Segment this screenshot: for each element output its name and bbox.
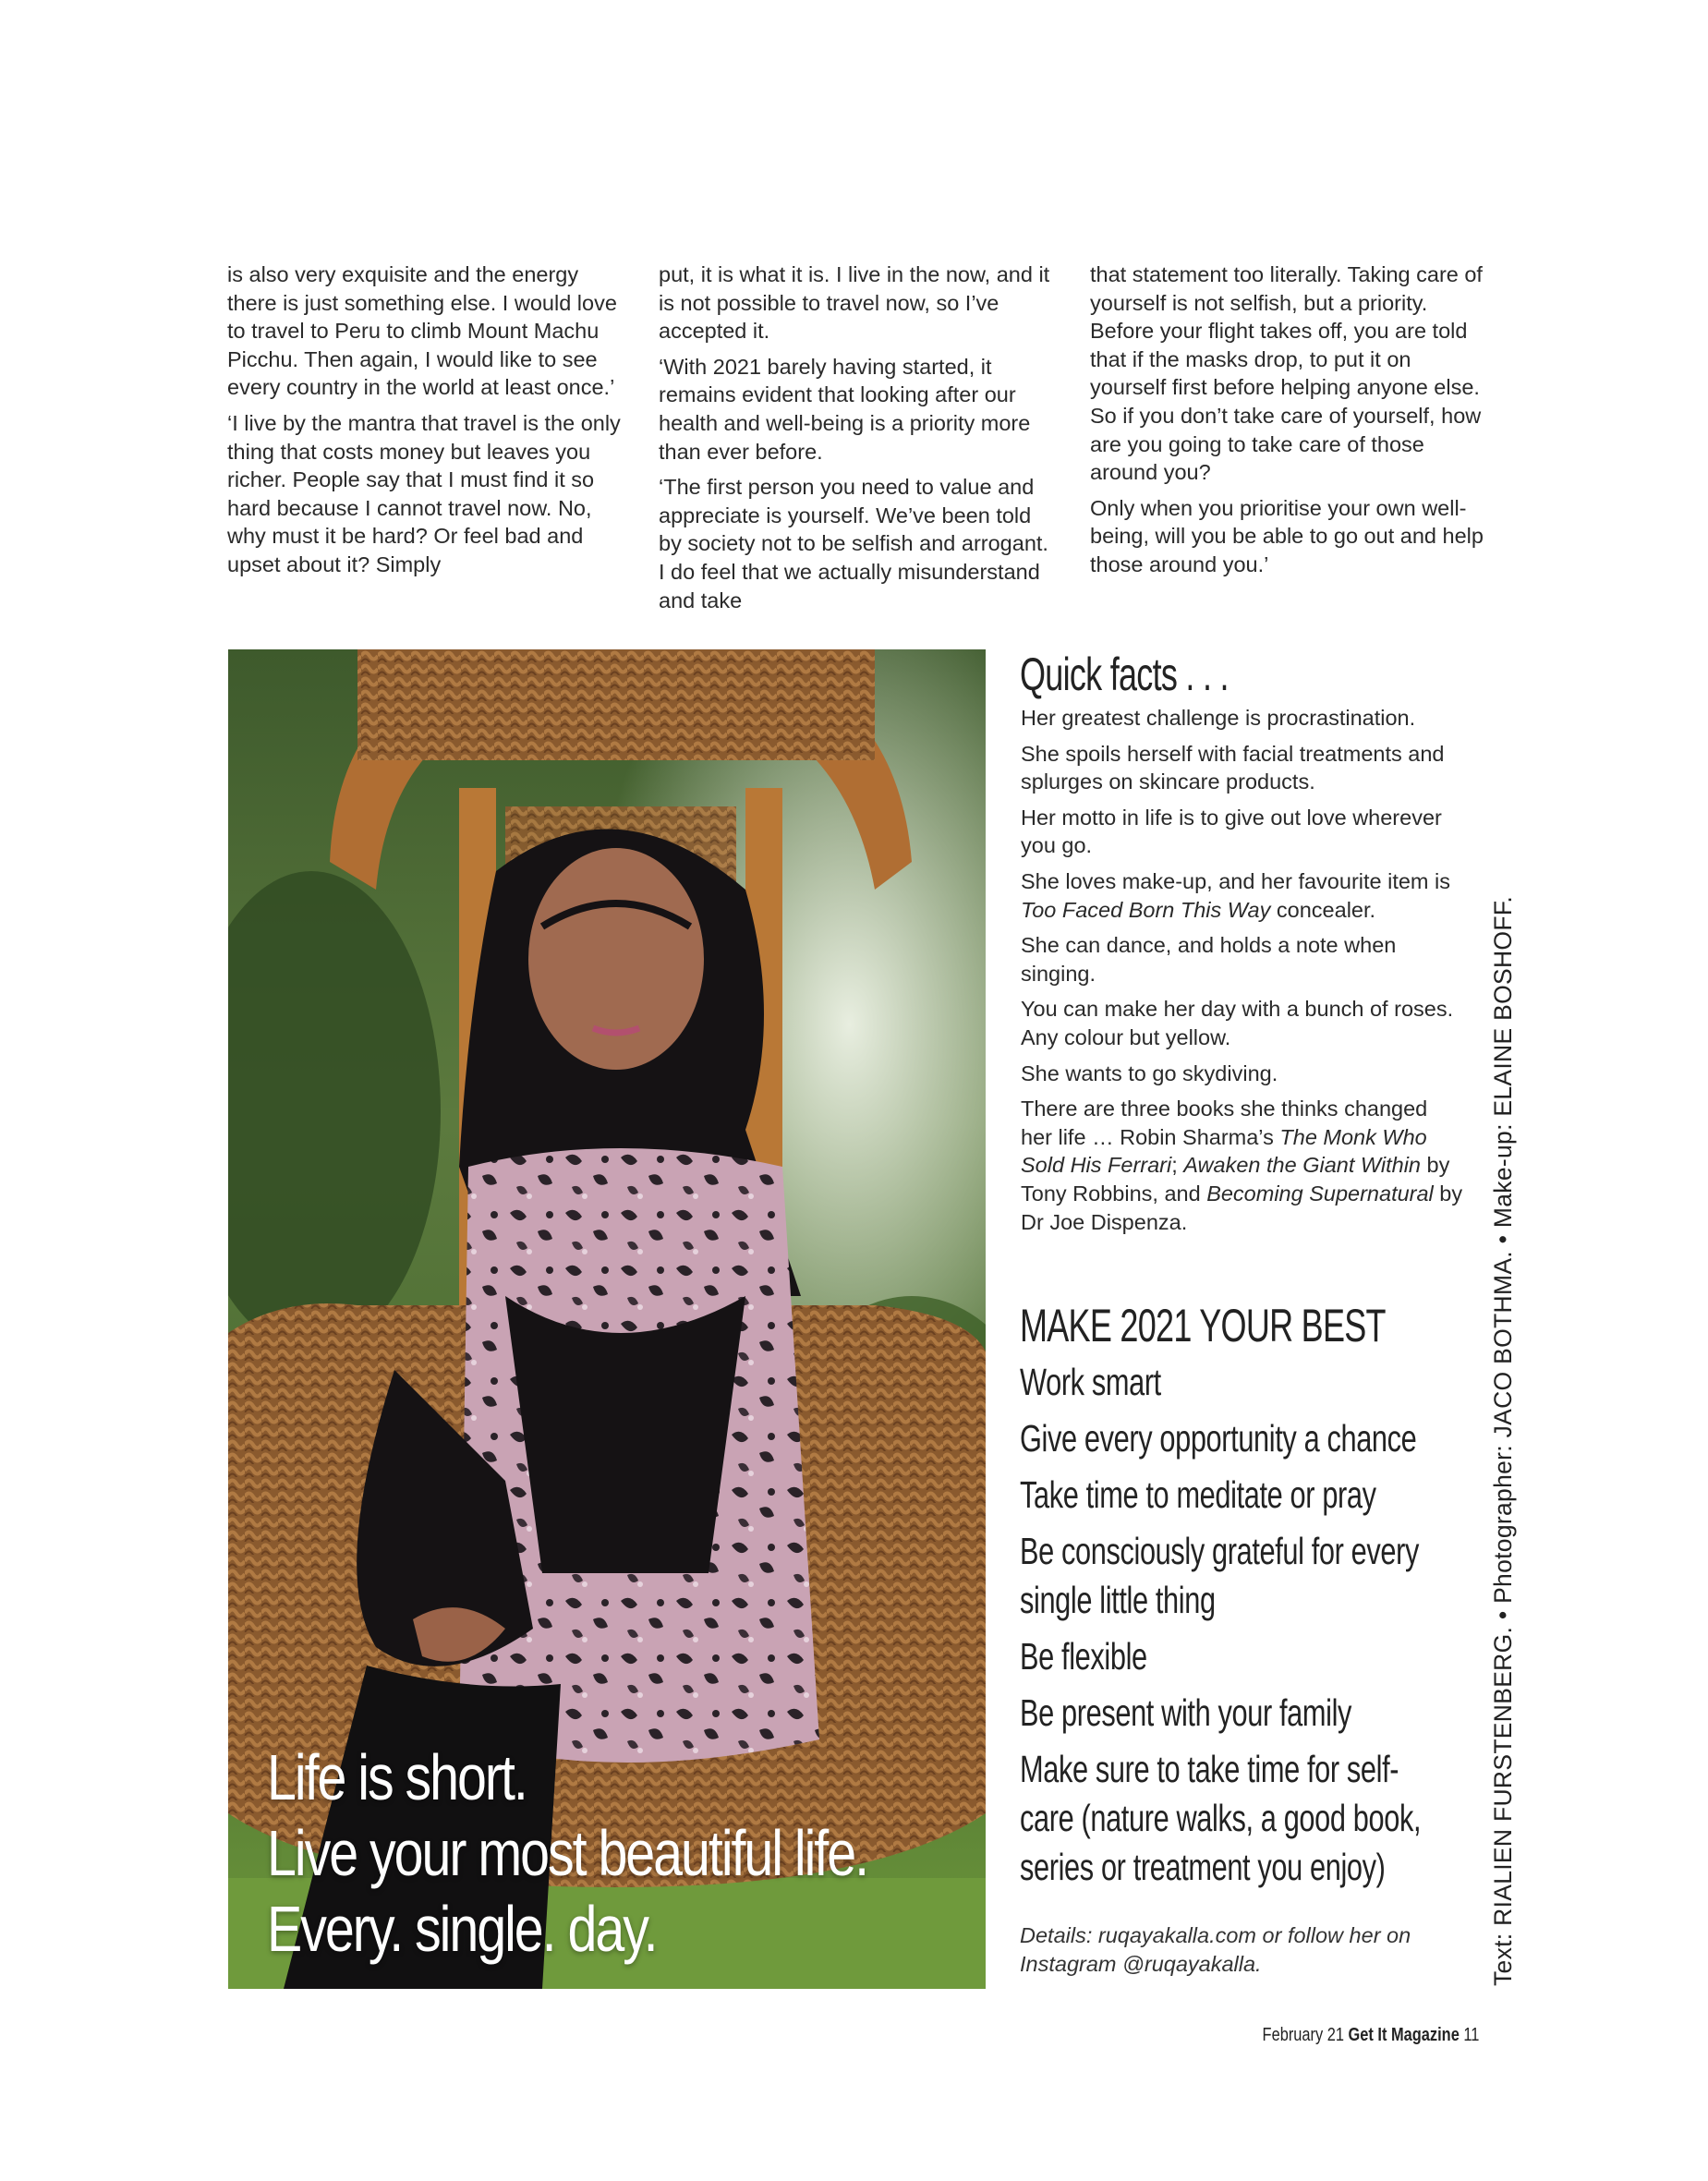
fact-item <box>1021 867 1464 924</box>
paragraph: Only when you prioritise your own well-being, will you be able to go out and help those around you.’ <box>1090 495 1484 576</box>
fact-text: ; <box>1171 1153 1184 1178</box>
fact-text: There are three books she thinks changed her life … Robin Sharma’s <box>1021 1097 1428 1149</box>
tip-item: Take time to meditate or pray <box>1020 1473 1376 1516</box>
portrait-photo <box>228 649 986 1989</box>
paragraph: ‘With 2021 barely having started, it remains evident that looking after our health and well-being is a priority more than ever before. <box>659 354 1031 464</box>
quote-line: Live your most beautiful life. <box>267 1817 867 1889</box>
quote-line: Life is short. <box>267 1741 527 1813</box>
fact-item: Her motto in life is to give out love wherever you go. <box>1021 805 1442 858</box>
book-title: The Monk Who Sold His Ferrari <box>1021 1124 1427 1178</box>
book-title: Awaken the Giant Within <box>1183 1153 1421 1178</box>
tip-item: Make sure to take time for self-care (nature walks, a good book, series or treatment you enjoy) <box>1020 1748 1422 1888</box>
paragraph: put, it is what it is. I live in the now, and it is not possible to travel now, so I’ve accepted it. <box>659 262 1050 344</box>
article-column-1 <box>227 261 624 587</box>
paragraph: is also very exquisite and the energy there is just something else. I would love to travel to Peru to climb Mount Machu Picchu. Then again, I would like to see every country in the world at least once.’ <box>227 262 617 400</box>
book-title: Becoming Supernatural <box>1206 1181 1434 1206</box>
paragraph: that statement too literally. Taking care of yourself is not selfish, but a priority. Before your flight takes off, you are told that if the masks drop, to put it on yourself first before helping anyone else. So if you don’t take care of yourself, how are you going to take care of those around you? <box>1090 262 1483 485</box>
quick-facts-heading: Quick facts . . . <box>1020 648 1229 700</box>
folio-month: February 21 <box>1262 2025 1349 2045</box>
photo-credit: Text: RIALIEN FURSTENBERG. • Photographer: JACO BOTHMA. • Make-up: ELAINE BOSHOFF. <box>1489 895 1517 1986</box>
fact-item: Her greatest challenge is procrastination. <box>1021 706 1416 730</box>
fact-item <box>1021 1095 1464 1236</box>
paragraph: ‘I live by the mantra that travel is the only thing that costs money but leaves you richer. People say that I must find it so hard because I cannot travel now. No, why must it be hard? Or feel bad and upset about it? Simply <box>227 410 621 576</box>
fact-text: by Dr Joe Dispenza. <box>1021 1181 1463 1234</box>
make-2021-list <box>1020 1358 1449 1899</box>
quote-line: Every. single. day. <box>267 1893 657 1965</box>
fact-text: She loves make-up, and her favourite item is <box>1021 868 1451 893</box>
fact-item: She wants to go skydiving. <box>1021 1060 1278 1085</box>
page-folio <box>1262 2023 1479 2047</box>
fact-text: concealer. <box>1270 897 1376 922</box>
paragraph: ‘The first person you need to value and appreciate is yourself. We’ve been told by society not to be selfish and arrogant. I do feel that we actually misunderstand and take <box>659 475 1048 612</box>
tip-item: Be consciously grateful for every single little thing <box>1020 1530 1419 1621</box>
fact-item: She spoils herself with facial treatments and splurges on skincare products. <box>1021 741 1445 794</box>
folio-page-number: 11 <box>1459 2025 1479 2045</box>
folio-magazine: Get It Magazine <box>1348 2025 1460 2045</box>
fact-text: by Tony Robbins, and <box>1021 1153 1450 1206</box>
article-column-3 <box>1090 261 1487 587</box>
product-name: Too Faced Born This Way <box>1021 897 1271 922</box>
tip-item: Work smart <box>1020 1361 1161 1403</box>
quick-facts-list <box>1021 704 1464 1243</box>
photo-quote <box>267 1739 867 1967</box>
tip-item: Be present with your family <box>1020 1691 1352 1734</box>
tip-item: Give every opportunity a chance <box>1020 1417 1417 1460</box>
tip-item: Be flexible <box>1020 1635 1147 1678</box>
article-column-2 <box>659 261 1056 622</box>
fact-item: She can dance, and holds a note when singing. <box>1021 933 1397 986</box>
make-2021-heading: MAKE 2021 YOUR BEST <box>1020 1300 1386 1351</box>
details-note: Details: ruqayakalla.com or follow her on Instagram @ruqayakalla. <box>1020 1923 1411 1976</box>
fact-item: You can make her day with a bunch of roses. Any colour but yellow. <box>1021 997 1454 1049</box>
